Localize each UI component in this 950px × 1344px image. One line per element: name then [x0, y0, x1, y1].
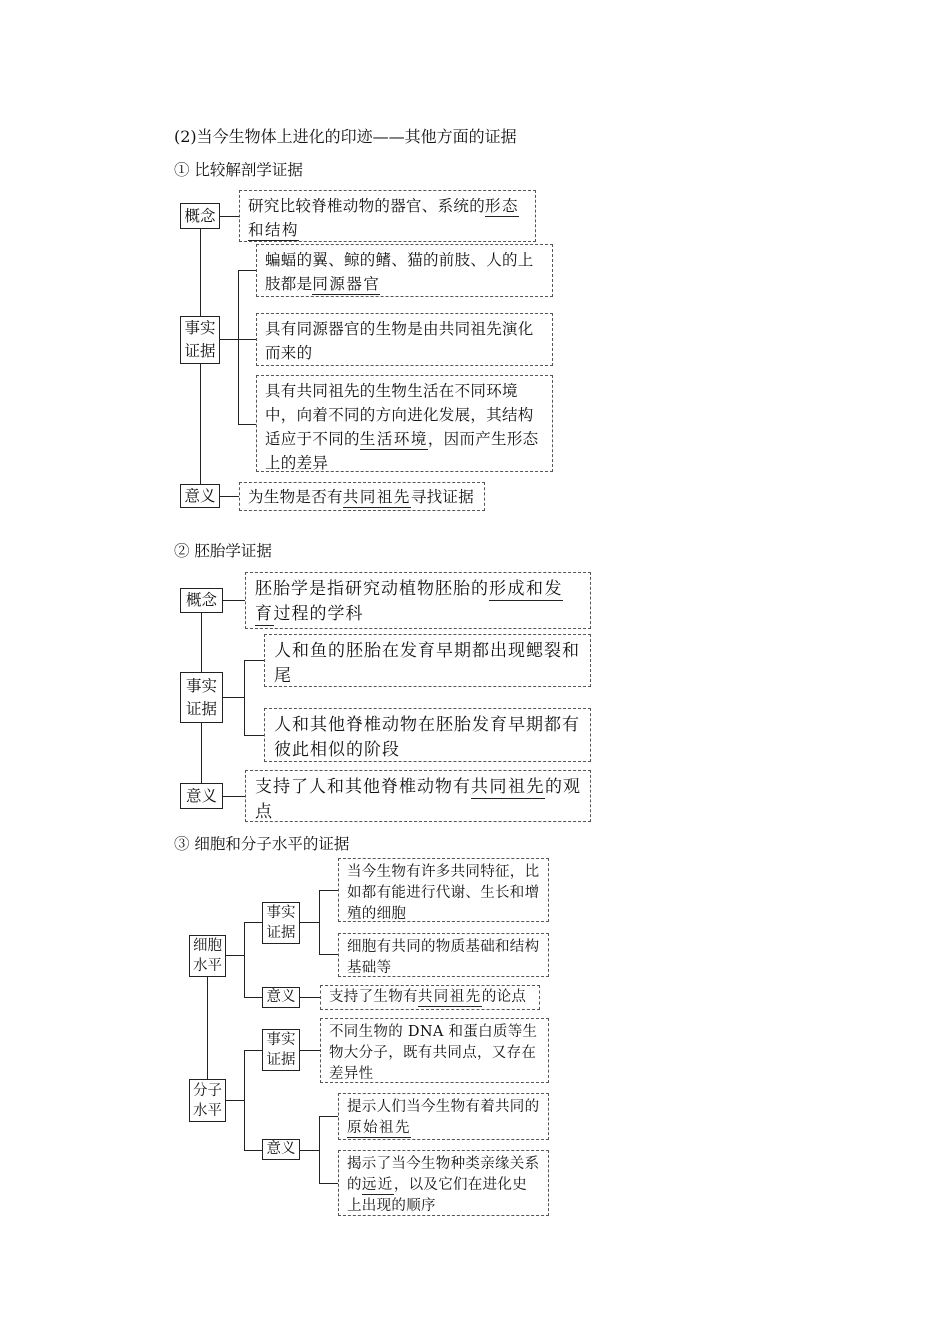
cell-meaning-text: 支持了生物有 — [329, 989, 418, 1005]
anatomy-fact-bracket — [238, 270, 239, 424]
cell-meaning-connector — [300, 997, 320, 998]
embryo-meaning-box — [245, 770, 591, 822]
embryo-fact-label: 事实证据 — [180, 672, 223, 723]
molecular-fact-label: 事实证据 — [262, 1029, 300, 1071]
anatomy-fact-connector — [220, 339, 238, 340]
molecular-level-label: 分子水平 — [189, 1079, 226, 1122]
anatomy-fact1-text: 蝙蝠的翼、鲸的鳍、猫的前肢、人的上肢都是 — [265, 251, 534, 293]
cell-fact-box-1: 当今生物有许多共同特征，比如都有能进行代谢、生长和增殖的细胞 — [338, 858, 549, 922]
molecular-meaning-connector — [300, 1150, 319, 1151]
molecular-fact-tick — [244, 1050, 262, 1051]
anatomy-fact3-underlined: 生活环境 — [359, 430, 428, 448]
anatomy-fact-tick-3 — [238, 424, 256, 425]
cell-fact-label: 事实证据 — [262, 902, 300, 944]
cell-fact-box1-tick — [319, 890, 338, 891]
embryo-concept-label: 概念 — [180, 588, 223, 613]
anatomy-fact3-text-end: ，因而产生形态上的差异 — [265, 430, 539, 472]
embryo-trunk-line-2 — [201, 723, 202, 783]
embryo-concept-text-end: 过程的学科 — [273, 604, 364, 624]
molecular-meaning1-text: 提示人们当今生物有着共同的 — [347, 1099, 540, 1115]
anatomy-fact3-text: 具有共同祖先的生物生活在不同环境中，向着不同的方向进化发展，其结构适应于不同的 — [265, 382, 534, 448]
molecular-meaning-bracket — [319, 1116, 320, 1183]
molecular-meaning2-text-end: ，以及它们在进化史上出现的顺序 — [347, 1177, 528, 1214]
anatomy-concept-label: 概念 — [180, 203, 220, 229]
embryo-meaning-text-end: 的观点 — [255, 777, 581, 822]
embryo-fact-box-1: 人和鱼的胚胎在发育早期都出现鳃裂和尾 — [264, 634, 591, 687]
anatomy-fact-box-2: 具有同源器官的生物是由共同祖先演化而来的 — [256, 313, 553, 366]
molecular-meaning-box-1 — [338, 1093, 549, 1140]
molecular-level-bracket — [244, 1050, 245, 1150]
anatomy-fact1-underlined: 同源器官 — [312, 275, 381, 293]
molecular-fact-connector — [300, 1050, 320, 1051]
section-heading-anatomy: ① 比较解剖学证据 — [174, 161, 303, 179]
anatomy-trunk-line-1 — [200, 229, 201, 316]
cell-meaning-underlined: 共同祖先 — [417, 989, 482, 1005]
embryo-meaning-label: 意义 — [180, 783, 223, 809]
embryo-meaning-underlined: 共同祖先 — [471, 777, 545, 797]
embryo-fact-connector — [223, 697, 244, 698]
anatomy-meaning-label: 意义 — [180, 484, 220, 508]
anatomy-fact-label: 事实证据 — [180, 316, 220, 364]
anatomy-fact-tick-2 — [238, 339, 256, 340]
molecular-meaning-tick — [244, 1150, 262, 1151]
cell-level-label: 细胞水平 — [189, 935, 226, 977]
anatomy-meaning-box — [239, 482, 485, 511]
embryo-fact-tick-2 — [244, 735, 264, 736]
cell-fact-bracket — [319, 890, 320, 954]
anatomy-meaning-underlined: 共同祖先 — [342, 488, 411, 506]
anatomy-fact-box-1 — [256, 244, 553, 297]
cell-fact-tick — [244, 922, 262, 923]
molecular-meaning-label: 意义 — [262, 1139, 300, 1160]
anatomy-fact-tick-1 — [238, 270, 256, 271]
molecular-fact-box: 不同生物的 DNA 和蛋白质等生物大分子，既有共同点，又存在差异性 — [320, 1018, 549, 1083]
anatomy-concept-text: 研究比较脊椎动物的器官、系统的 — [248, 197, 486, 215]
molecular-level-connector — [226, 1100, 244, 1101]
cell-fact-box-2: 细胞有共同的物质基础和结构基础等 — [338, 933, 549, 977]
anatomy-trunk-line-2 — [200, 364, 201, 484]
embryo-fact-bracket — [244, 660, 245, 735]
molecular-meaning2-text: 揭示了当今生物种类亲缘关系的 — [347, 1156, 540, 1193]
anatomy-concept-underlined: 形态和结构 — [248, 197, 520, 239]
cell-meaning-text-end: 的论点 — [481, 989, 527, 1005]
anatomy-meaning-text-end: 寻找证据 — [410, 488, 475, 506]
section-heading-cell-molecular: ③ 细胞和分子水平的证据 — [174, 835, 350, 853]
cell-molecular-trunk-line — [207, 977, 208, 1079]
embryo-meaning-text: 支持了人和其他脊椎动物有 — [255, 777, 471, 797]
embryo-concept-underlined: 形成和发育 — [255, 579, 563, 624]
cell-level-connector — [226, 955, 244, 956]
cell-meaning-tick — [244, 997, 262, 998]
anatomy-meaning-text: 为生物是否有 — [248, 488, 343, 506]
embryo-meaning-connector — [223, 796, 245, 797]
section-heading-embryology: ② 胚胎学证据 — [174, 542, 272, 560]
molecular-meaning1-underlined: 原始祖先 — [347, 1120, 411, 1136]
embryo-fact-box-2: 人和其他脊椎动物在胚胎发育早期都有彼此相似的阶段 — [264, 708, 591, 762]
embryo-fact-tick-1 — [244, 660, 264, 661]
embryo-concept-connector — [223, 600, 245, 601]
anatomy-concept-connector — [220, 216, 239, 217]
anatomy-concept-box — [239, 190, 536, 242]
molecular-meaning-box2-tick — [319, 1183, 338, 1184]
cell-meaning-label: 意义 — [262, 987, 300, 1008]
embryo-concept-box — [245, 572, 591, 629]
embryo-concept-text: 胚胎学是指研究动植物胚胎的 — [255, 579, 489, 599]
cell-meaning-box — [320, 985, 540, 1010]
molecular-meaning2-underlined: 远近 — [361, 1177, 394, 1193]
anatomy-meaning-connector — [220, 496, 239, 497]
anatomy-fact-box-3 — [256, 375, 553, 472]
cell-fact-box2-tick — [319, 954, 338, 955]
molecular-meaning-box1-tick — [319, 1116, 338, 1117]
cell-level-bracket — [244, 922, 245, 997]
molecular-meaning-box-2 — [338, 1150, 549, 1216]
embryo-trunk-line-1 — [201, 613, 202, 672]
cell-fact-connector — [300, 922, 319, 923]
page-title: (2)当今生物体上进化的印迹——其他方面的证据 — [174, 127, 517, 146]
